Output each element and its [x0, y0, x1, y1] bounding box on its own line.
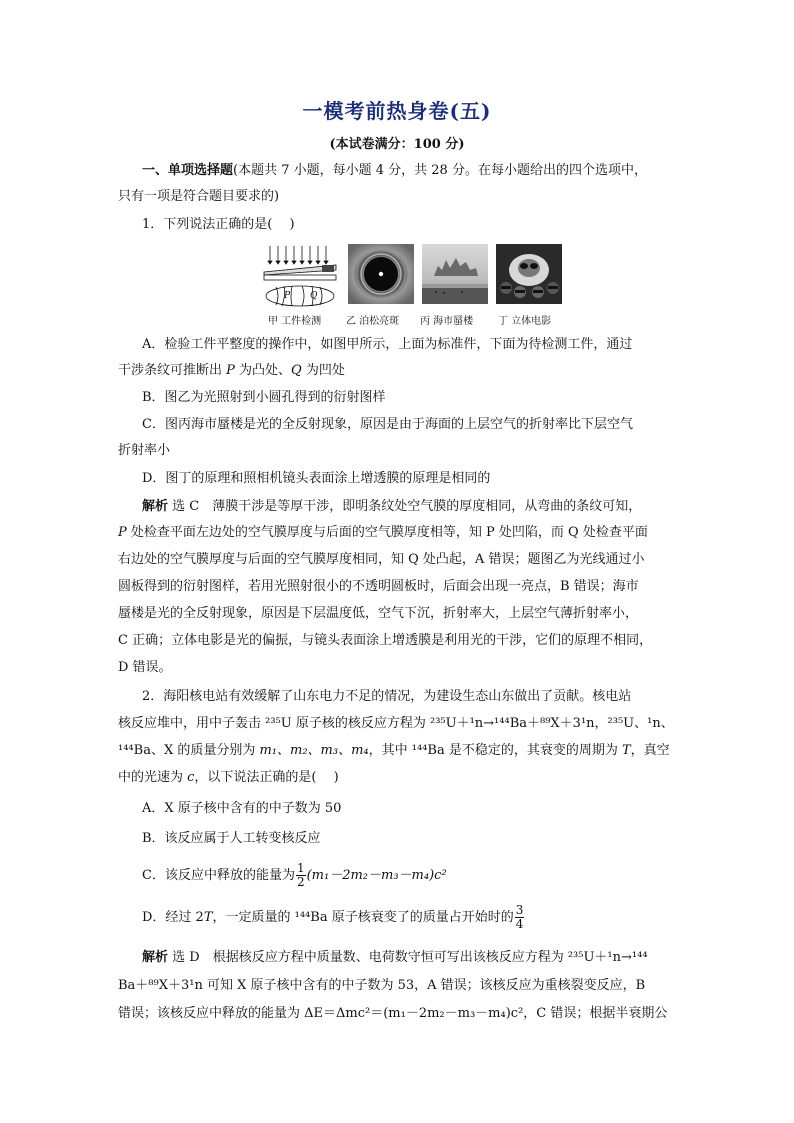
q1-analysis-line3: 右边处的空气膜厚度与后面的空气膜厚度相同，知 Q 处凸起，A 错误；题图乙为光线通过小	[118, 552, 645, 567]
q2-c: c	[187, 770, 195, 785]
figure-ding	[496, 244, 562, 327]
var-q: Q	[291, 363, 302, 378]
question-2-line2: 核反应堆中，用中子轰击 ²³⁵U 原子核的核反应方程为 ²³⁵U＋¹n→¹⁴⁴Ba＋⁸⁹X＋3¹n，²³⁵U、¹n、	[118, 716, 674, 731]
label-q: Q	[310, 291, 318, 301]
section-heading-line2: 只有一项是符合题目要求的)	[118, 189, 280, 204]
var-p: P	[226, 363, 235, 378]
question-2-line3	[118, 738, 678, 764]
q2-period: T	[621, 743, 631, 758]
3d-movie-icon	[496, 244, 562, 304]
figure-caption-ding: 丁 立体电影	[498, 316, 552, 327]
q1-option-a-text: 干涉条纹可推断出	[118, 363, 227, 378]
question-2-line1: 2．海阳核电站有效缓解了山东电力不足的情况，为建设生态山东做出了贡献。核电站	[142, 689, 632, 704]
q1-option-a-text3: 为凹处	[301, 363, 345, 378]
analysis-label: 解析	[142, 499, 169, 514]
q1-option-a-line2	[118, 358, 678, 384]
figure-yi	[346, 244, 414, 327]
figure-bing	[420, 244, 488, 327]
q2-option-b: B．该反应属于人工转变核反应	[142, 831, 321, 846]
q1-analysis-line7: D 错误。	[118, 660, 172, 675]
fraction-three-quarters: $\frac{3}{4}$	[515, 903, 524, 931]
figure-caption-bing: 丙 海市蜃楼	[420, 316, 474, 327]
q2-text: ，真空	[630, 743, 670, 758]
figure-caption-jia: 甲 工件检测	[268, 316, 322, 327]
q2-analysis-line3: 错误；该核反应中释放的能量为 ΔE＝Δmc²＝(m₁－2m₂－m₃－m₄)c²，C 错误；根据半衰期公	[118, 1006, 668, 1021]
analysis-label: 解析	[142, 950, 169, 965]
q1-option-c-line1: C．图丙海市蜃楼是光的全反射现象，原因是由于海面的上层空气的折射率比下层空气	[142, 417, 633, 432]
analysis-text: 选 C 薄膜干涉是等厚干涉，即明条纹处空气膜的厚度相同，从弯曲的条纹可知，	[172, 499, 642, 514]
q2-text: 中的光速为	[118, 770, 188, 785]
q1-analysis-line2: P 处检查平面左边处的空气膜厚度与后面的空气膜厚度相等，知 P 处凹陷，而 Q 处检查平面	[118, 525, 648, 540]
thin-film-interference-icon	[262, 244, 338, 310]
q2-masses: m₁、m₂、m₃、m₄	[259, 743, 369, 758]
poisson-spot-icon	[348, 244, 414, 304]
q1-analysis-line5: 蜃楼是光的全反射现象，原因是下层温度低，空气下沉，折射率大，上层空气薄折射率小，	[118, 606, 639, 621]
q2-text: ，其中 ¹⁴⁴Ba 是不稳定的，其衰变的周期为	[368, 743, 622, 758]
q2-option-d-t: T	[203, 910, 213, 925]
question-1-stem: 1．下列说法正确的是( )	[142, 217, 295, 232]
question-2-line4	[118, 765, 678, 791]
q2-option-c-formula: (m₁－2m₂－m₃－m₄)c²	[306, 868, 447, 883]
analysis-text: 处检查平面左边处的空气膜厚度与后面的空气膜厚度相等，知 P 处凹陷，而 Q 处检查平面	[130, 525, 648, 540]
page-title: 一模考前热身卷(五)	[302, 99, 492, 123]
q2-option-d-text2: ，一定质量的 ¹⁴⁴Ba 原子核衰变了的质量占开始时的	[212, 910, 514, 925]
section-heading-text: (本题共 7 小题，每小题 4 分，共 28 分。在每小题给出的四个选项中，	[233, 163, 647, 178]
q1-option-c-line2: 折射率小	[118, 443, 171, 458]
figure-caption-yi: 乙 泊松亮斑	[346, 316, 400, 327]
q2-option-c-text: C．该反应中释放的能量为	[142, 868, 295, 883]
q1-option-d: D．图丁的原理和照相机镜头表面涂上增透膜的原理是相同的	[142, 471, 491, 486]
q2-analysis-line2: Ba＋⁸⁹X＋3¹n 可知 X 原子核中含有的中子数为 53，A 错误；该核反应为重核裂变反应，B	[118, 978, 646, 993]
q2-text: ，以下说法正确的是( )	[194, 770, 339, 785]
q1-analysis-line1	[142, 494, 702, 520]
figure-jia	[262, 244, 338, 327]
q1-analysis-line4: 圆板得到的衍射图样，若用光照射很小的不透明圆板时，后面会出现一亮点，B 错误；海市	[118, 579, 639, 594]
section-heading	[142, 158, 702, 184]
score-note: (本试卷满分：100 分)	[329, 137, 465, 152]
fraction-one-half: $\frac{1}{2}$	[296, 861, 305, 889]
analysis-text: 选 D 根据核反应方程中质量数、电荷数守恒可写出该核反应方程为 ²³⁵U＋¹n→¹⁴⁴	[172, 950, 648, 965]
q1-option-a-text2: 为凸处、	[234, 363, 292, 378]
q2-analysis-line1	[142, 945, 702, 971]
q2-option-c	[142, 862, 702, 889]
mirage-icon	[422, 244, 488, 304]
q2-option-d	[142, 904, 702, 931]
label-p: P	[284, 291, 291, 301]
q2-option-d-text: D．经过 2	[142, 910, 204, 925]
q2-text: ¹⁴⁴Ba、X 的质量分别为	[118, 743, 260, 758]
q1-option-a-line1: A．检验工件平整度的操作中，如图甲所示，上面为标准件，下面为待检测工件，通过	[142, 337, 633, 352]
section-heading-bold: 一、单项选择题	[142, 163, 234, 178]
q2-option-a: A．X 原子核中含有的中子数为 50	[142, 801, 342, 816]
q1-option-b: B．图乙为光照射到小圆孔得到的衍射图样	[142, 390, 386, 405]
q1-analysis-line6: C 正确；立体电影是光的偏振，与镜头表面涂上增透膜是利用光的干涉，它们的原理不相同，	[118, 633, 653, 648]
